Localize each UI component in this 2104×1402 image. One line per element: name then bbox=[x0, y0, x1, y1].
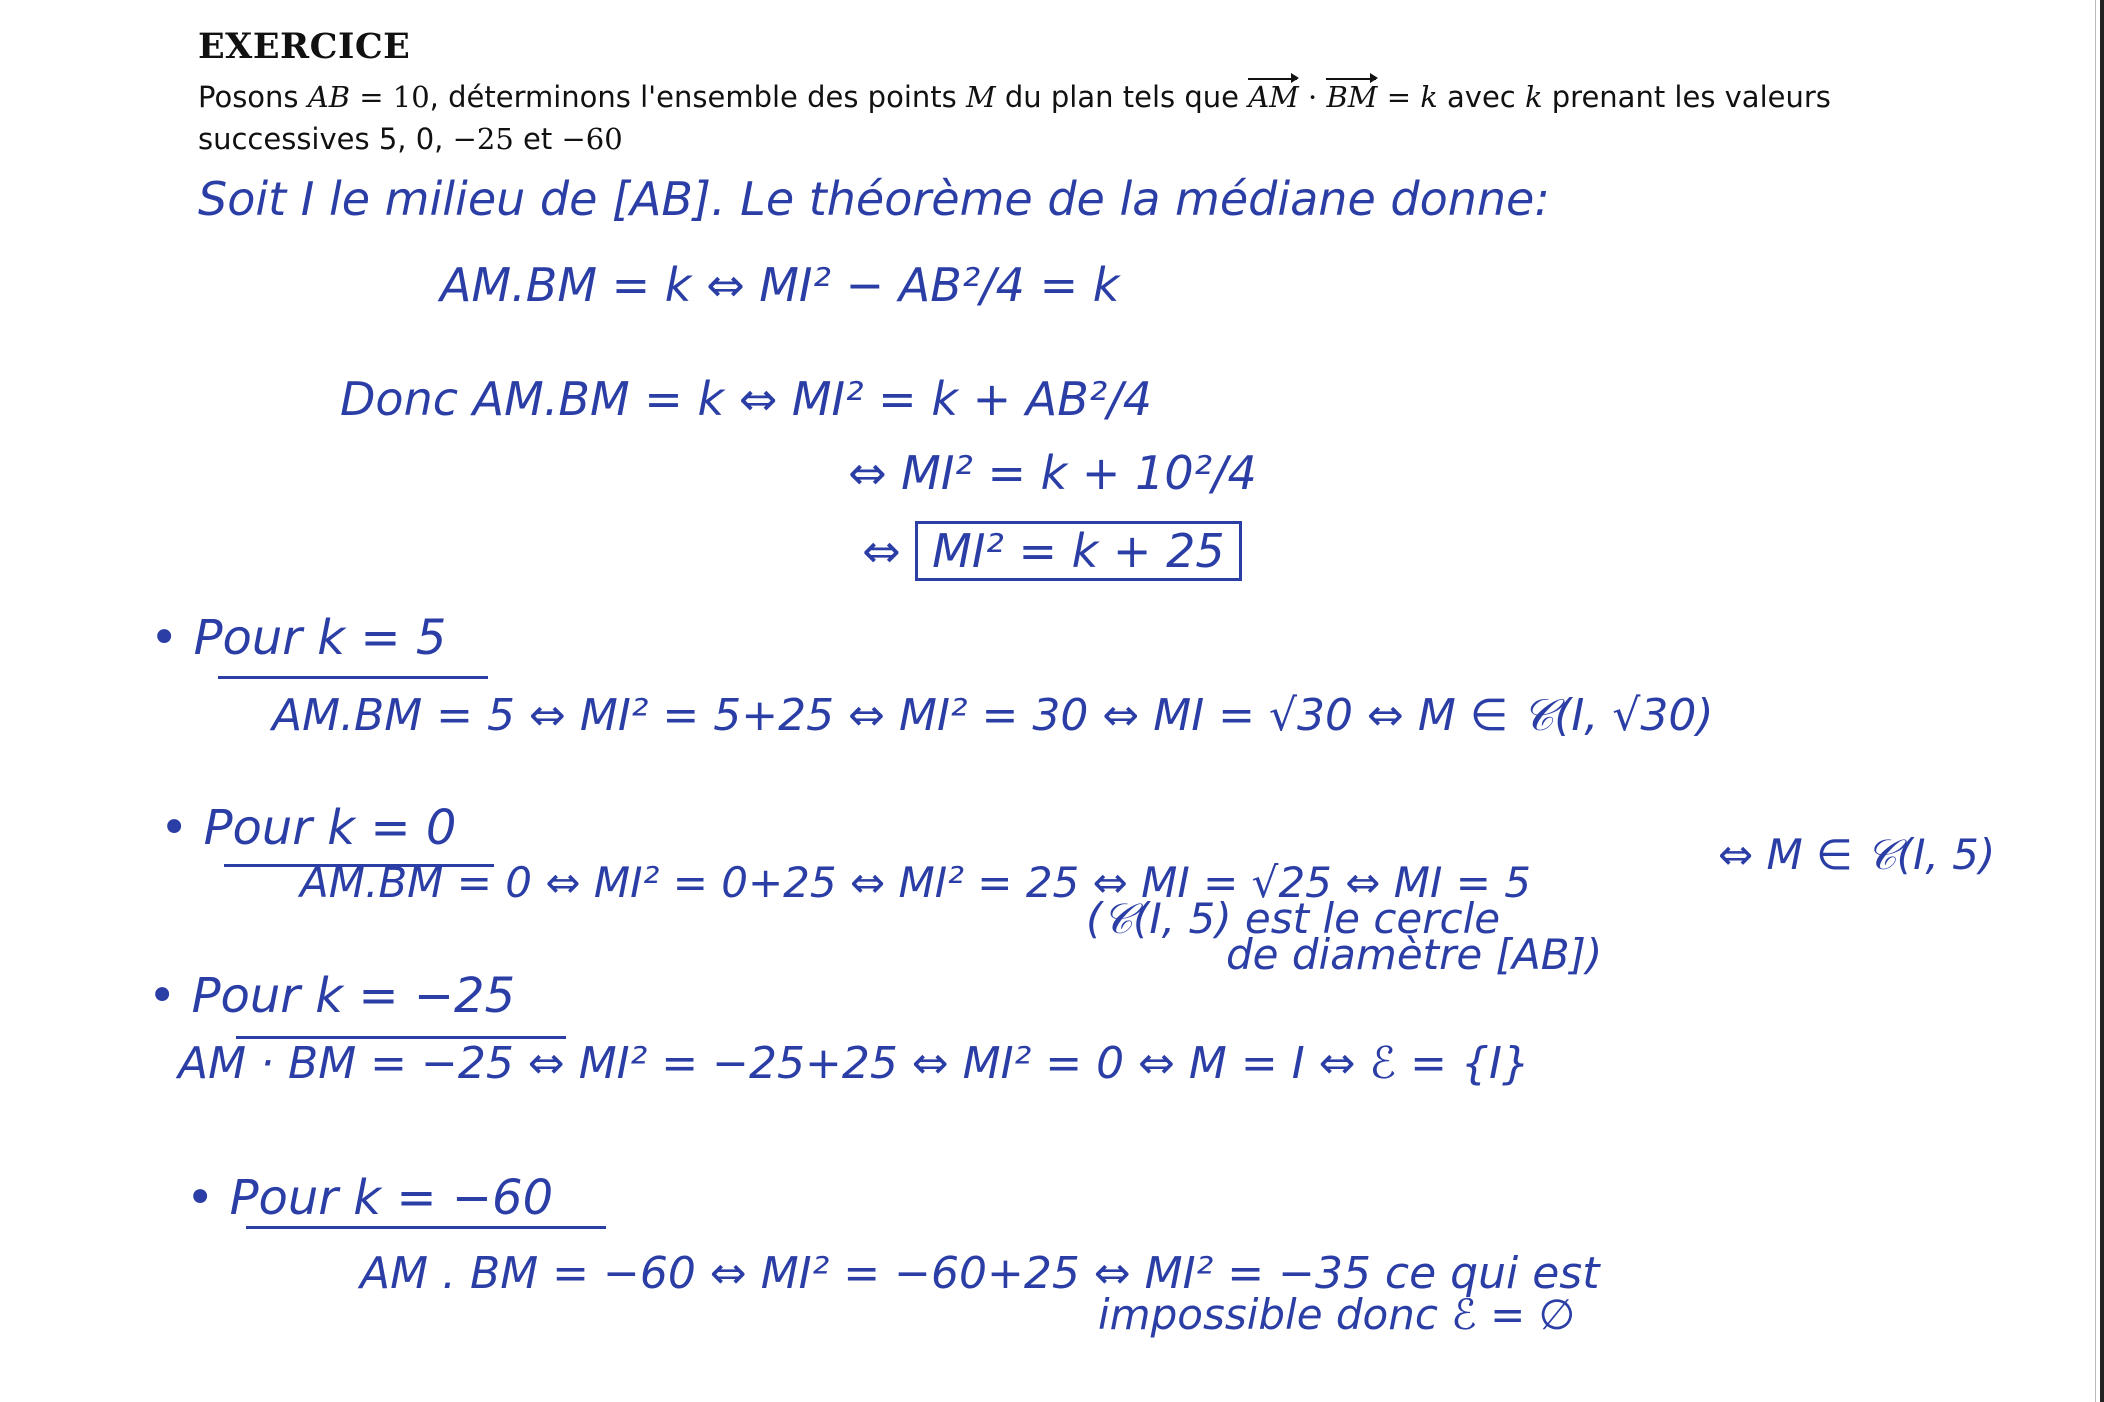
boxed-result: MI² = k + 25 bbox=[915, 521, 1241, 581]
case-note-k-60: impossible donc ℰ = ∅ bbox=[1098, 1290, 1576, 1339]
median-theorem-equation: AM.BM = k ⇔ MI² − AB²/4 = k bbox=[440, 258, 1120, 312]
solution-intro: Soit I le milieu de [AB]. Le théorème de la médiane donne: bbox=[198, 172, 1550, 226]
page-edge-inner bbox=[2095, 0, 2096, 1402]
equation-step-1: Donc AM.BM = k ⇔ MI² = k + AB²/4 bbox=[340, 372, 1153, 426]
vector-bm: BM bbox=[1326, 76, 1377, 118]
case-calc-k-25: AM · BM = −25 ⇔ MI² = −25+25 ⇔ MI² = 0 ⇔ M = I ⇔ ℰ = {I} bbox=[178, 1038, 1530, 1089]
case-note-k0-line1: (𝒞(I, 5) est le cercle bbox=[1086, 894, 1501, 943]
equation-step-2: ⇔ MI² = k + 10²/4 bbox=[848, 446, 1257, 500]
exercise-statement: Posons AB = 10, déterminons l'ensemble des points M du plan tels que AM · BM = k avec k prenant les valeurs successives 5, 0, −25 et −60 bbox=[198, 76, 1998, 160]
heading-underline bbox=[246, 1226, 606, 1229]
heading-underline bbox=[218, 676, 488, 679]
case-heading-k-25: • Pour k = −25 bbox=[148, 968, 516, 1024]
case-calc-k-60: AM . BM = −60 ⇔ MI² = −60+25 ⇔ MI² = −35 ce qui est bbox=[360, 1248, 1600, 1299]
case-calc-k5: AM.BM = 5 ⇔ MI² = 5+25 ⇔ MI² = 30 ⇔ MI = √30 ⇔ M ∈ 𝒞(I, √30) bbox=[272, 690, 1714, 741]
page-edge bbox=[2100, 0, 2104, 1402]
case-heading-k0: • Pour k = 0 bbox=[160, 800, 457, 856]
vector-am: AM bbox=[1248, 76, 1299, 118]
case-calc-k0: AM.BM = 0 ⇔ MI² = 0+25 ⇔ MI² = 25 ⇔ MI = √25 ⇔ MI = 5 bbox=[300, 858, 1532, 907]
case-note-k0-line2: de diamètre [AB]) bbox=[1226, 930, 1603, 979]
case-calc-k0-continued: ⇔ M ∈ 𝒞(I, 5) bbox=[1718, 830, 1996, 879]
case-heading-k-60: • Pour k = −60 bbox=[186, 1170, 554, 1226]
exercise-title: EXERCICE bbox=[198, 26, 411, 67]
equation-step-3: ⇔ MI² = k + 25 bbox=[862, 524, 1242, 578]
case-heading-k5: • Pour k = 5 bbox=[150, 610, 447, 666]
